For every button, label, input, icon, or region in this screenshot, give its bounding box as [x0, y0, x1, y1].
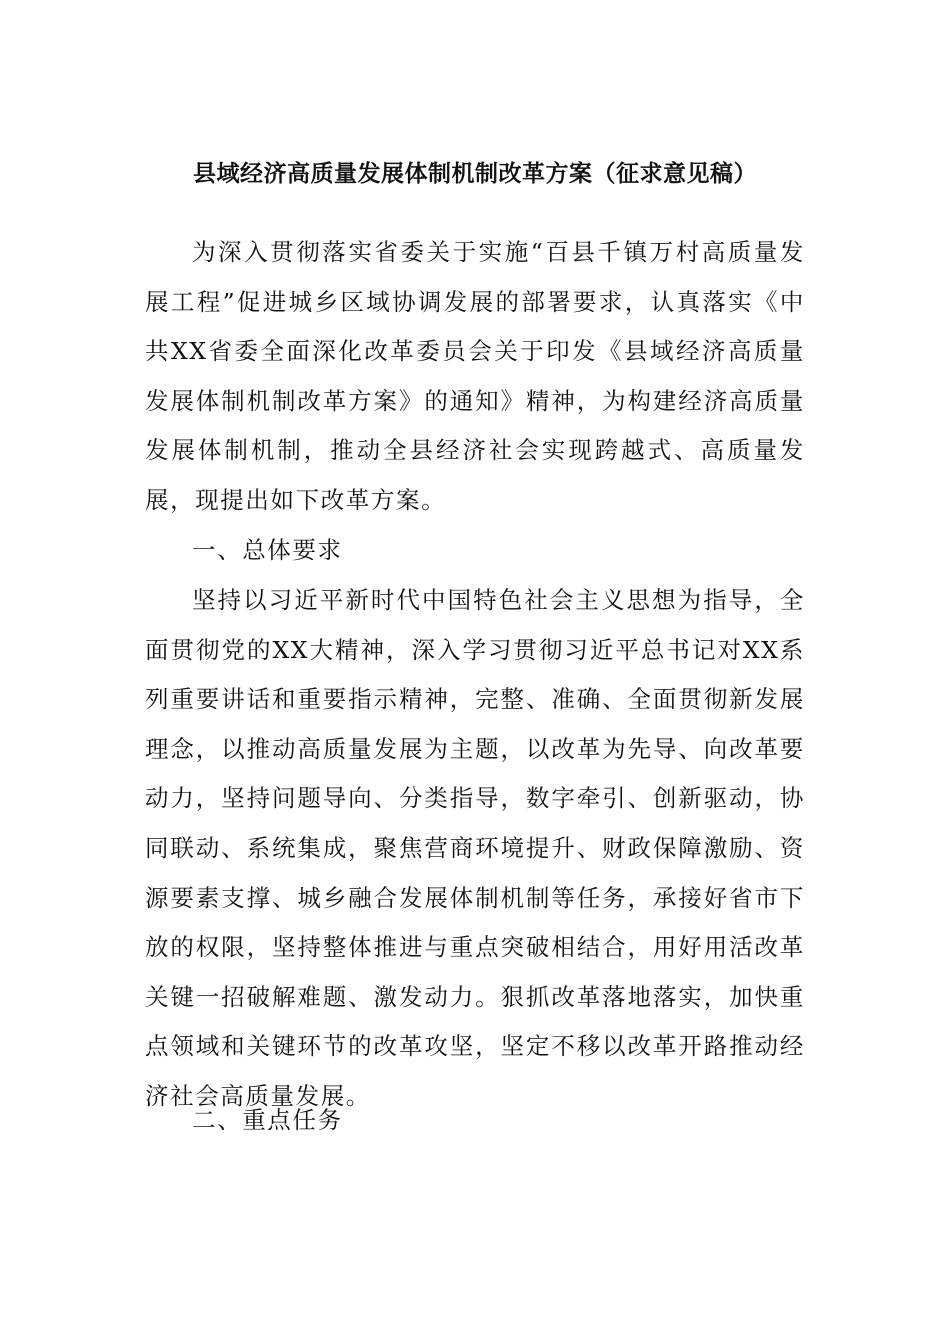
section-heading-key-tasks: 二、重点任务 — [192, 1106, 343, 1134]
intro-paragraph: 为深入贯彻落实省委关于实施“百县千镇万村高质量发展工程”促进城乡区域协调发展的部署要求，认真落实《中共XX省委全面深化改革委员会关于印发《县域经济高质量发展体制机制改革方案》的通知》精神，为构建经济高质量发展体制机制，推动全县经济社会实现跨越式、高质量发展，现提出如下改革方案。 — [145, 238, 805, 514]
document-title: 县域经济高质量发展体制机制改革方案（征求意见稿） — [193, 160, 757, 187]
general-requirements-paragraph: 坚持以习近平新时代中国特色社会主义思想为指导，全面贯彻党的XX大精神，深入学习贯彻习近平总书记对XX系列重要讲话和重要指示精神，完整、准确、全面贯彻新发展理念，以推动高质量发展为主题，以改革为先导、向改革要动力，坚持问题导向、分类指导，数字牵引、创新驱动，协同联动、系统集成，聚焦营商环境提升、财政保障激励、资源要素支撑、城乡融合发展体制机制等任务，承接好省市下放的权限，坚持整体推进与重点突破相结合，用好用活改革关键一招破解难题、激发动力。狠抓改革落地落实，加快重点领域和关键环节的改革攻坚，坚定不移以改革开路推动经济社会高质量发展。 — [145, 586, 805, 1110]
section-heading-general-requirements: 一、总体要求 — [192, 536, 343, 564]
